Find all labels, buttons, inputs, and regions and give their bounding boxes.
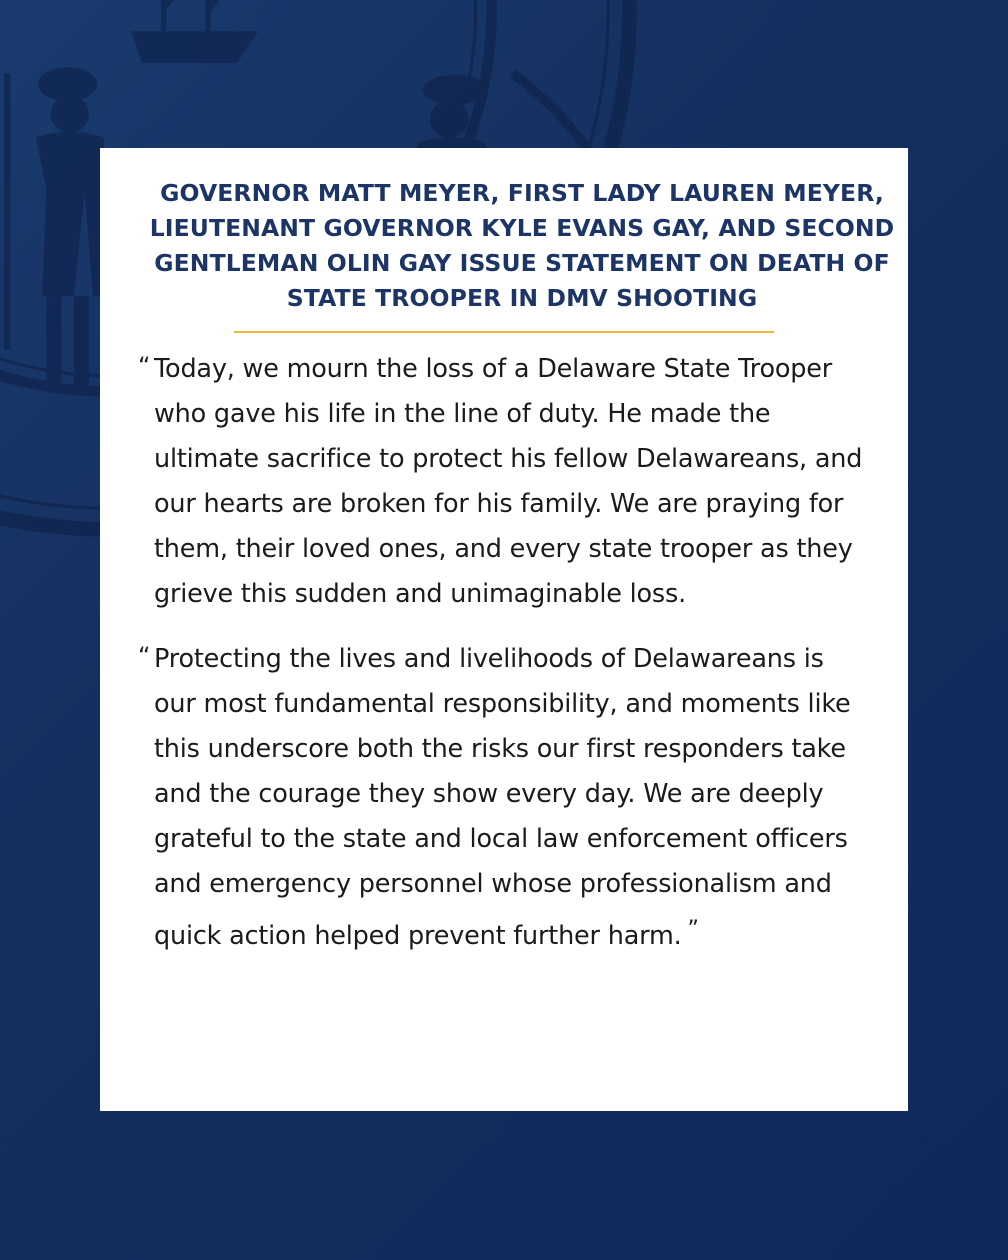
open-quote-mark: “	[138, 642, 151, 670]
paragraph-text: Today, we mourn the loss of a Delaware State Trooper who gave his life in the line of duty. He made the ultimate sacrifice to protect his fellow Delawareans, and our hearts are broken for his family. We are praying for them, their loved ones, and every state trooper as they grieve this sudden and unimaginable loss.	[154, 354, 863, 609]
paragraph-text: Protecting the lives and livelihoods of Delawareans is our most fundamental responsibility, and moments like this underscore both the risks our first responders take and the courage they show every day. We are deeply grateful to the state and local law enforcement officers and emergency personnel whose professionalism and quick action helped prevent further harm.	[154, 644, 851, 951]
open-quote-mark: “	[138, 352, 151, 380]
statement-card	[100, 148, 908, 1111]
statement-paragraph-1	[138, 347, 872, 617]
close-quote-mark: ”	[687, 917, 699, 942]
headline-divider	[234, 331, 774, 333]
statement-paragraph-2	[138, 637, 872, 959]
statement-headline: GOVERNOR MATT MEYER, FIRST LADY LAUREN MEYER, LIEUTENANT GOVERNOR KYLE EVANS GAY, AND SECOND GENTLEMAN OLIN GAY ISSUE STATEMENT ON DEATH OF STATE TROOPER IN DMV SHOOTING	[149, 179, 895, 312]
